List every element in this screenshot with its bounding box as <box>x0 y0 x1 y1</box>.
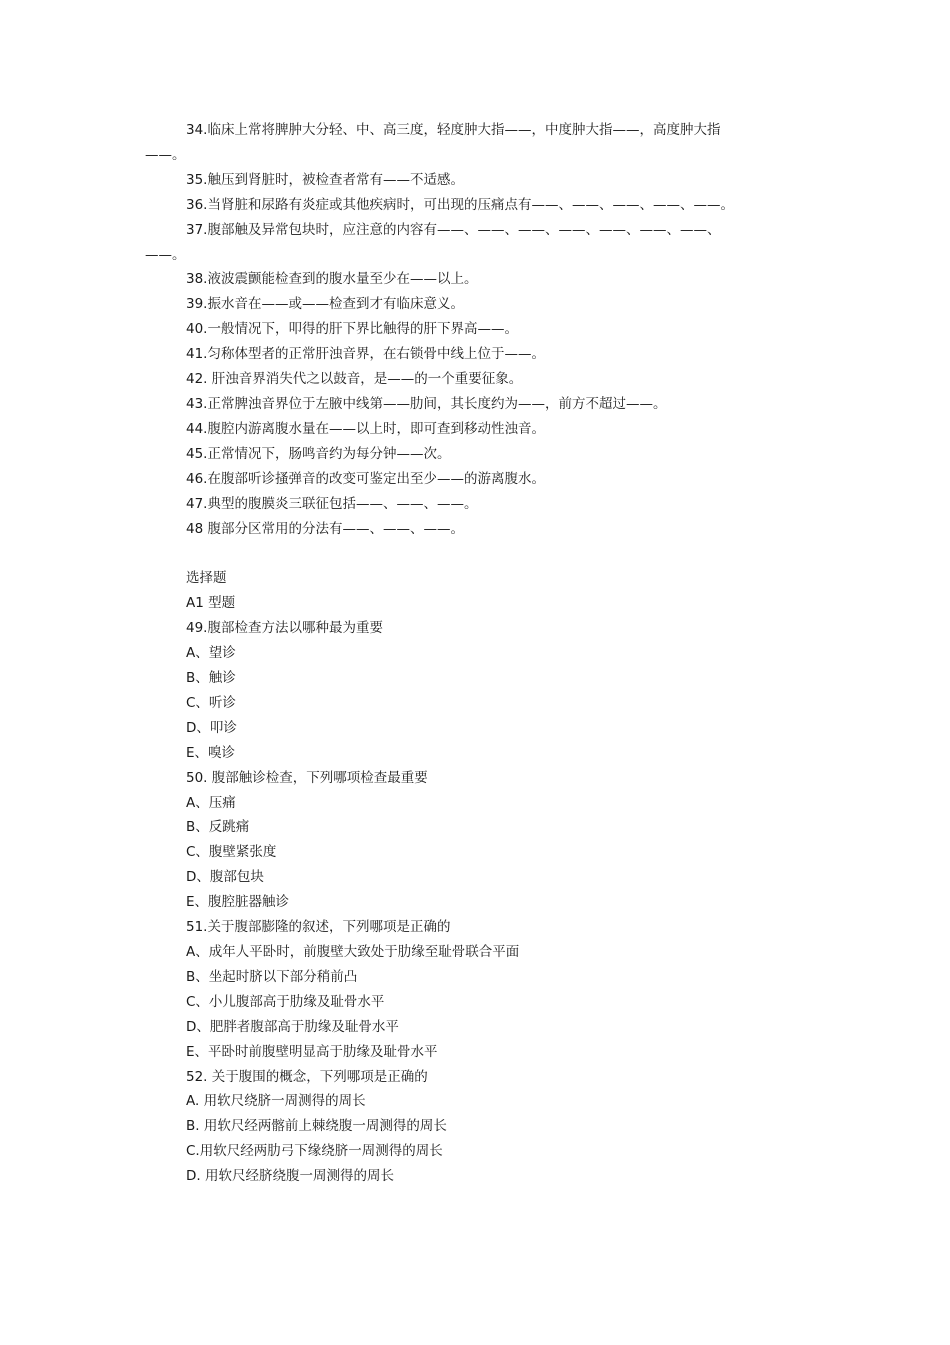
fill-blank-38: 38.液波震颤能检查到的腹水量至少在——以上。 <box>186 271 478 288</box>
question-49 <box>145 616 745 765</box>
fill-blank-42: 42. 肝浊音界消失代之以鼓音，是——的一个重要征象。 <box>186 371 523 388</box>
question-stem: 50. 腹部触诊检查，下列哪项检查最重要 <box>186 769 428 786</box>
subsection-title: A1 型题 <box>186 595 236 612</box>
option-c: C、听诊 <box>186 694 236 711</box>
question-52 <box>145 1065 745 1190</box>
section-title: 选择题 <box>186 570 227 587</box>
option-d: D、叩诊 <box>186 719 237 736</box>
option-e: E、平卧时前腹壁明显高于肋缘及耻骨水平 <box>186 1043 438 1060</box>
option-b: B、反跳痛 <box>186 819 250 836</box>
fill-blank-35: 35.触压到肾脏时，被检查者常有——不适感。 <box>186 171 464 188</box>
option-d: D、肥胖者腹部高于肋缘及耻骨水平 <box>186 1018 399 1035</box>
option-b: B. 用软尺经两髂前上棘绕腹一周测得的周长 <box>186 1118 447 1135</box>
option-a: A、望诊 <box>186 645 236 662</box>
fill-blank-45: 45.正常情况下，肠鸣音约为每分钟——次。 <box>186 445 451 462</box>
fill-blank-44: 44.腹腔内游离腹水量在——以上时，即可查到移动性浊音。 <box>186 420 545 437</box>
fill-blank-47: 47.典型的腹膜炎三联征包括——、——、——。 <box>186 495 478 512</box>
option-a: A、成年人平卧时，前腹壁大致处于肋缘至耻骨联合平面 <box>186 944 520 960</box>
option-b: B、触诊 <box>186 670 236 687</box>
question-stem: 49.腹部检查方法以哪种最为重要 <box>186 620 383 637</box>
question-50 <box>145 766 745 915</box>
fill-blank-39: 39.振水音在——或——检查到才有临床意义。 <box>186 296 464 313</box>
option-e: E、腹腔脏器触诊 <box>186 894 290 911</box>
option-c: C.用软尺经两肋弓下缘绕脐一周测得的周长 <box>186 1143 443 1160</box>
fill-blank-40: 40.一般情况下，叩得的肝下界比触得的肝下界高——。 <box>186 321 518 338</box>
fill-blank-41: 41.匀称体型者的正常肝浊音界，在右锁骨中线上位于——。 <box>186 346 545 363</box>
question-stem: 51.关于腹部膨隆的叙述，下列哪项是正确的 <box>186 919 451 936</box>
option-a: A. 用软尺绕脐一周测得的周长 <box>186 1093 366 1110</box>
option-a: A、压痛 <box>186 794 236 811</box>
fill-blank-43: 43.正常脾浊音界位于左腋中线第——肋间，其长度约为——，前方不超过——。 <box>186 395 667 412</box>
question-51 <box>145 915 745 1064</box>
option-d: D. 用软尺经脐绕腹一周测得的周长 <box>186 1168 394 1185</box>
fill-blank-37: 37.腹部触及异常包块时，应注意的内容有——、——、——、——、——、——、——、——。 <box>145 221 721 263</box>
option-c: C、腹壁紧张度 <box>186 844 277 861</box>
fill-blank-48: 48 腹部分区常用的分法有——、——、——。 <box>186 520 464 537</box>
option-d: D、腹部包块 <box>186 869 264 886</box>
option-c: C、小儿腹部高于肋缘及耻骨水平 <box>186 993 385 1010</box>
section-spacer <box>145 541 745 566</box>
question-stem: 52. 关于腹围的概念，下列哪项是正确的 <box>186 1068 428 1085</box>
option-b: B、坐起时脐以下部分稍前凸 <box>186 968 358 985</box>
fill-blank-46: 46.在腹部听诊搔弹音的改变可鉴定出至少——的游离腹水。 <box>186 470 545 487</box>
document-body <box>145 118 745 1189</box>
fill-blank-34: 34.临床上常将脾肿大分轻、中、高三度，轻度肿大指——，中度肿大指——，高度肿大指——。 <box>145 122 721 163</box>
option-e: E、嗅诊 <box>186 744 236 761</box>
fill-blank-36: 36.当肾脏和尿路有炎症或其他疾病时，可出现的压痛点有——、——、——、——、——。 <box>186 196 734 213</box>
